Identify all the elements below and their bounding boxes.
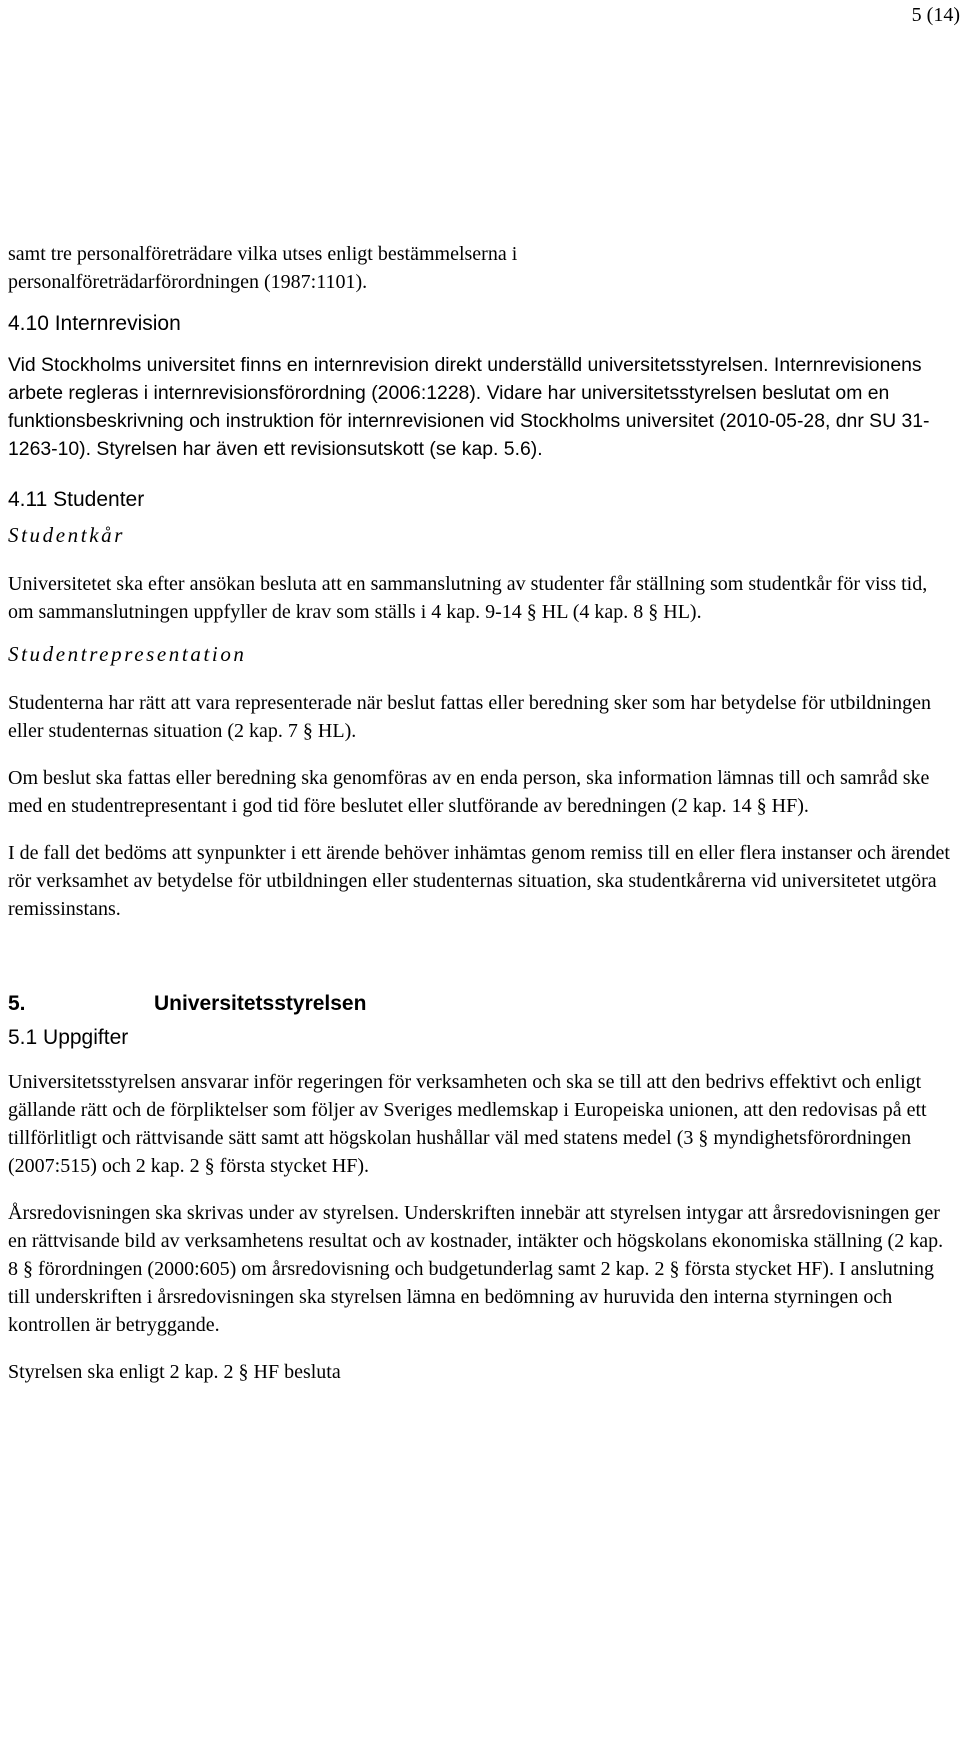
section-5-1-paragraph-1: Universitetsstyrelsen ansvarar inför regeringen för verksamheten och ska se till att den bedrivs effektivt och enligt gällande rätt och de förpliktelser som följer av Sveriges medlemskap i Europeiska unionen, att den redovisas på ett tillförlitligt och rättvisande sätt samt att högskolan hushållar väl med statens medel (3 § myndighetsförordningen (2007:515) och 2 kap. 2 § första stycket HF).: [8, 1071, 927, 1177]
section-5-1-heading: 5.1 Uppgifter: [8, 1026, 129, 1049]
chapter-5-heading: [8, 990, 950, 1018]
page-number: 5 (14): [911, 4, 960, 26]
section-5-1-paragraph-3: Styrelsen ska enligt 2 kap. 2 § HF besluta: [8, 1361, 341, 1383]
section-5-1-paragraph-2: Årsredovisningen ska skrivas under av styrelsen. Underskriften innebär att styrelsen intygar att årsredovisningen ger en rättvisande bild av verksamhetens resultat och av kostnader, intäkter och högskolans ekonomiska ställning (2 kap. 8 § förordningen (2000:605) om årsredovisning och budgetunderlag samt 2 kap. 2 § första stycket HF). I anslutning till underskriften i årsredovisningen ska styrelsen lämna en bedömning av huruvida den interna styrningen och kontrollen är betryggande.: [8, 1202, 944, 1336]
studentkar-paragraph: Universitetet ska efter ansökan besluta att en sammanslutning av studenter får ställning som studentkår för viss tid, om sammanslutningen uppfyller de krav som ställs i 4 kap. 9-14 § HL (4 kap. 8 § HL).: [8, 573, 928, 623]
studentrepresentation-paragraph-1: Studenterna har rätt att vara representerade när beslut fattas eller beredning sker som har betydelse för utbildningen eller studenternas situation (2 kap. 7 § HL).: [8, 692, 931, 742]
subheading-studentkar: Studentkår: [8, 523, 125, 547]
section-4-11-heading: 4.11 Studenter: [8, 488, 145, 511]
studentrepresentation-paragraph-2: Om beslut ska fattas eller beredning ska genomföras av en enda person, ska information lämnas till och samråd ske med en studentrepresentant i god tid före beslutet eller slutförande av beredningen (2 kap. 14 § HF).: [8, 767, 930, 817]
section-4-10-paragraph: Vid Stockholms universitet finns en internrevision direkt underställd universitetsstyrelsen. Internrevisionens arbete regleras i internrevisionsförordning (2006:1228). Vidare har universitetsstyrelsen beslutat om en funktionsbeskrivning och instruktion för internrevisionen vid Stockholms universitet (2010-05-28, dnr SU 31-1263-10). Styrelsen har även ett revisionsutskott (se kap. 5.6).: [8, 354, 930, 460]
chapter-5-number: 5.: [8, 992, 26, 1015]
chapter-5-title: Universitetsstyrelsen: [154, 992, 367, 1015]
subheading-studentrepresentation: Studentrepresentation: [8, 642, 247, 666]
intro-paragraph: samt tre personalföreträdare vilka utses enligt bestämmelserna i personalföreträdarförordningen (1987:1101).: [8, 243, 518, 293]
section-4-10-heading: 4.10 Internrevision: [8, 312, 181, 335]
document-body: [8, 240, 950, 1386]
studentrepresentation-paragraph-3: I de fall det bedöms att synpunkter i ett ärende behöver inhämtas genom remiss till en eller flera instanser och ärendet rör verksamhet av betydelse för utbildningen eller studenternas situation, ska studentkårerna vid universitetet utgöra remissinstans.: [8, 842, 950, 920]
